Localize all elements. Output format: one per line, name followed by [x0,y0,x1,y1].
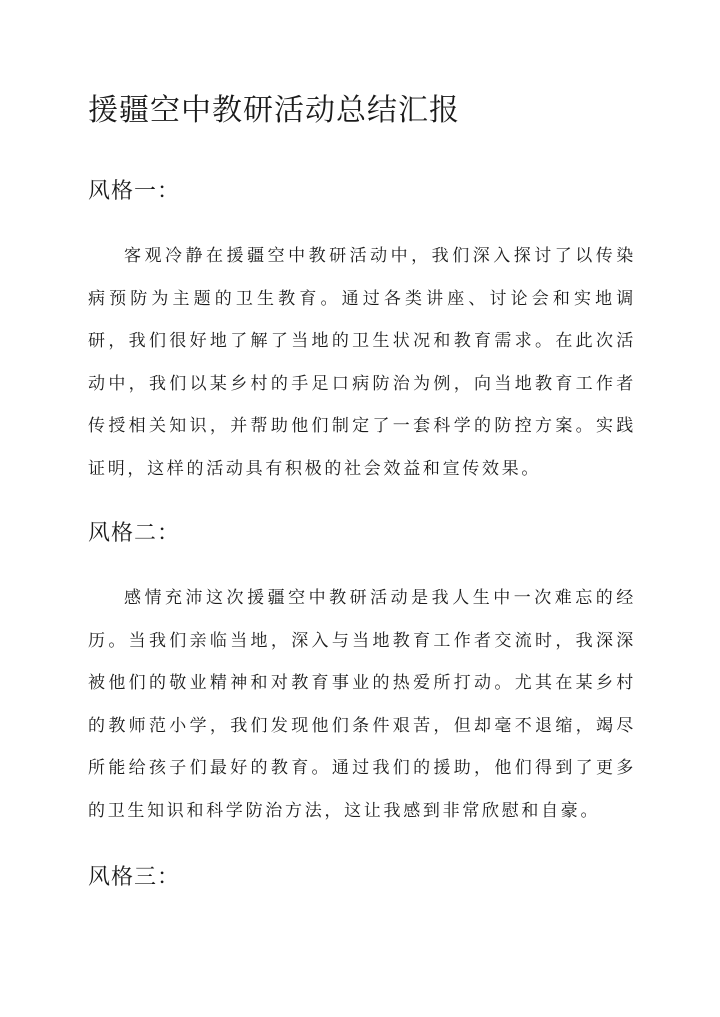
section-paragraph-style-one: 客观冷静在援疆空中教研活动中，我们深入探讨了以传染病预防为主题的卫生教育。通过各类讲座、讨论会和实地调研，我们很好地了解了当地的卫生状况和教育需求。在此次活动中，我们以某乡村的手足口病防治为例，向当地教育工作者传授相关知识，并帮助他们制定了一套科学的防控方案。实践证明，这样的活动具有积极的社会效益和宣传效果。 [88,246,636,479]
section-heading-style-one: 风格一： [88,179,181,204]
section-paragraph-style-two: 感情充沛这次援疆空中教研活动是我人生中一次难忘的经历。当我们亲临当地，深入与当地教育工作者交流时，我深深被他们的敬业精神和对教育事业的热爱所打动。尤其在某乡村的教师范小学，我们发现他们条件艰苦，但却毫不退缩，竭尽所能给孩子们最好的教育。通过我们的援助，他们得到了更多的卫生知识和科学防治方法，这让我感到非常欣慰和自豪。 [88,588,636,821]
section-heading-style-two: 风格二： [88,521,181,546]
section-heading-style-three: 风格三： [88,865,181,890]
document-title: 援疆空中教研活动总结汇报 [88,93,460,128]
